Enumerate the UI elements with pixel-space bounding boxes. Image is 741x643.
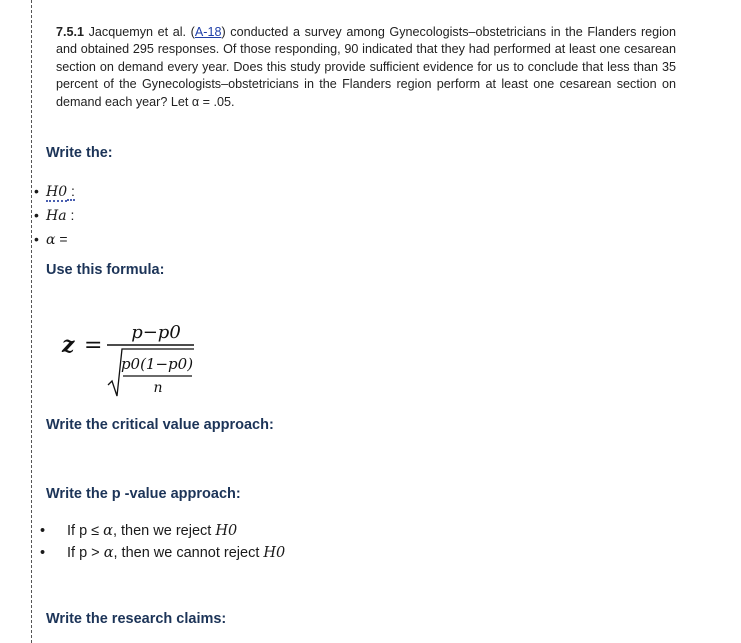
z-test-formula bbox=[60, 312, 240, 412]
reference-link[interactable]: A-18 bbox=[194, 25, 222, 39]
bullet-icon: • bbox=[34, 183, 39, 199]
rule-middle: , then we cannot reject bbox=[113, 545, 264, 561]
ha-label: Ha bbox=[46, 208, 67, 224]
list-item-ha bbox=[34, 204, 75, 228]
alpha-suffix: = bbox=[55, 231, 68, 247]
problem-text-start: Jacquemyn et al. ( bbox=[84, 25, 195, 39]
rule-alpha: α bbox=[103, 545, 114, 561]
list-item-alpha bbox=[34, 228, 75, 252]
rule-prefix: If p > bbox=[67, 545, 104, 561]
ha-suffix: : bbox=[66, 207, 75, 223]
problem-text-rest: ) conducted a survey among Gynecologists–obstetricians in the Flanders region and obtained 295 responses. Of those responding, 90 indicated that they had performed at least one cesarean section on demand every year. Does this study provide sufficient evidence for us to conclude that less than 35 percent of the Gynecologists–obstetricians in the Flanders region perform at least one cesarean section on demand each year? Let α = .05. bbox=[56, 25, 676, 109]
h0-suffix: : bbox=[67, 183, 75, 199]
formula-equals: = bbox=[84, 333, 103, 358]
list-item-h0 bbox=[34, 180, 75, 204]
rule-prefix: If p ≤ bbox=[67, 523, 104, 539]
bullet-icon: • bbox=[34, 231, 39, 247]
bullet-icon: • bbox=[34, 207, 39, 223]
list-item-cannot-reject bbox=[40, 542, 285, 564]
rule-alpha: α bbox=[103, 523, 113, 539]
heading-p-value: Write the p -value approach: bbox=[46, 486, 241, 502]
heading-use-formula: Use this formula: bbox=[46, 262, 165, 278]
h0-label: H0 bbox=[46, 184, 68, 200]
problem-statement bbox=[56, 24, 676, 111]
rule-h0: H0 bbox=[263, 545, 286, 561]
rule-middle: , then we reject bbox=[112, 523, 216, 539]
bullet-icon: • bbox=[40, 523, 46, 539]
bullet-icon: • bbox=[40, 545, 46, 561]
p-value-rules-list bbox=[40, 520, 285, 564]
alpha-label: α bbox=[46, 232, 56, 248]
list-item-reject bbox=[40, 520, 285, 542]
heading-write-the: Write the: bbox=[46, 145, 113, 161]
formula-denominator-top: p0(1−p0) bbox=[120, 355, 194, 373]
formula-denominator-bottom: n bbox=[153, 380, 163, 396]
heading-critical-value: Write the critical value approach: bbox=[46, 417, 274, 433]
formula-numerator: p−p0 bbox=[131, 322, 181, 343]
hypotheses-list bbox=[34, 180, 75, 252]
heading-research-claims: Write the research claims: bbox=[46, 611, 227, 627]
rule-h0: H0 bbox=[215, 523, 238, 539]
formula-z: z bbox=[62, 332, 75, 358]
margin-dashed-line bbox=[31, 0, 32, 643]
problem-number: 7.5.1 bbox=[56, 25, 85, 39]
